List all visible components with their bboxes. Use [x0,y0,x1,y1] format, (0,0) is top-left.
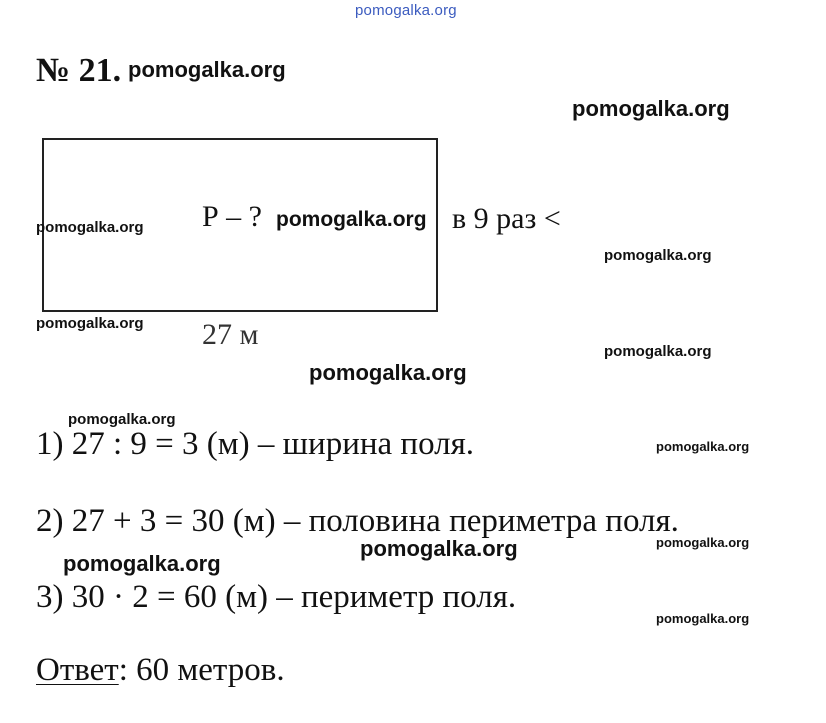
solution-step-3: 3) 30 · 2 = 60 (м) – периметр поля. [36,579,517,615]
problem-number: № 21. [36,52,122,89]
watermark-head: pomogalka.org [128,57,286,82]
solution-step-1: 1) 27 : 9 = 3 (м) – ширина поля. [36,426,475,462]
perimeter-label: Р – ? [202,200,262,233]
watermark-line2-center: pomogalka.org [360,536,518,561]
watermark-left-lower: pomogalka.org [36,315,144,332]
watermark-right-upper: pomogalka.org [604,247,712,264]
length-label: 27 м [202,318,259,351]
solution-step-2: 2) 27 + 3 = 30 (м) – половина периметра поля. [36,503,679,539]
answer-line [36,652,285,689]
watermark-line1-above: pomogalka.org [68,411,176,428]
watermark-line2-right: pomogalka.org [656,535,750,550]
watermark-topright: pomogalka.org [572,96,730,121]
watermark-line1-right: pomogalka.org [656,439,750,454]
answer-value: : 60 метров. [118,652,285,688]
answer-label: Ответ [36,652,119,688]
top-watermark: pomogalka.org [355,2,457,19]
watermark-left-upper: pomogalka.org [36,219,144,236]
watermark-line3-right: pomogalka.org [656,611,750,626]
ratio-text: в 9 раз < [452,202,561,235]
watermark-center: pomogalka.org [309,360,467,385]
watermark-right-lower: pomogalka.org [604,343,712,360]
watermark-inside-figure: pomogalka.org [276,208,427,231]
watermark-line3-left: pomogalka.org [63,551,221,576]
